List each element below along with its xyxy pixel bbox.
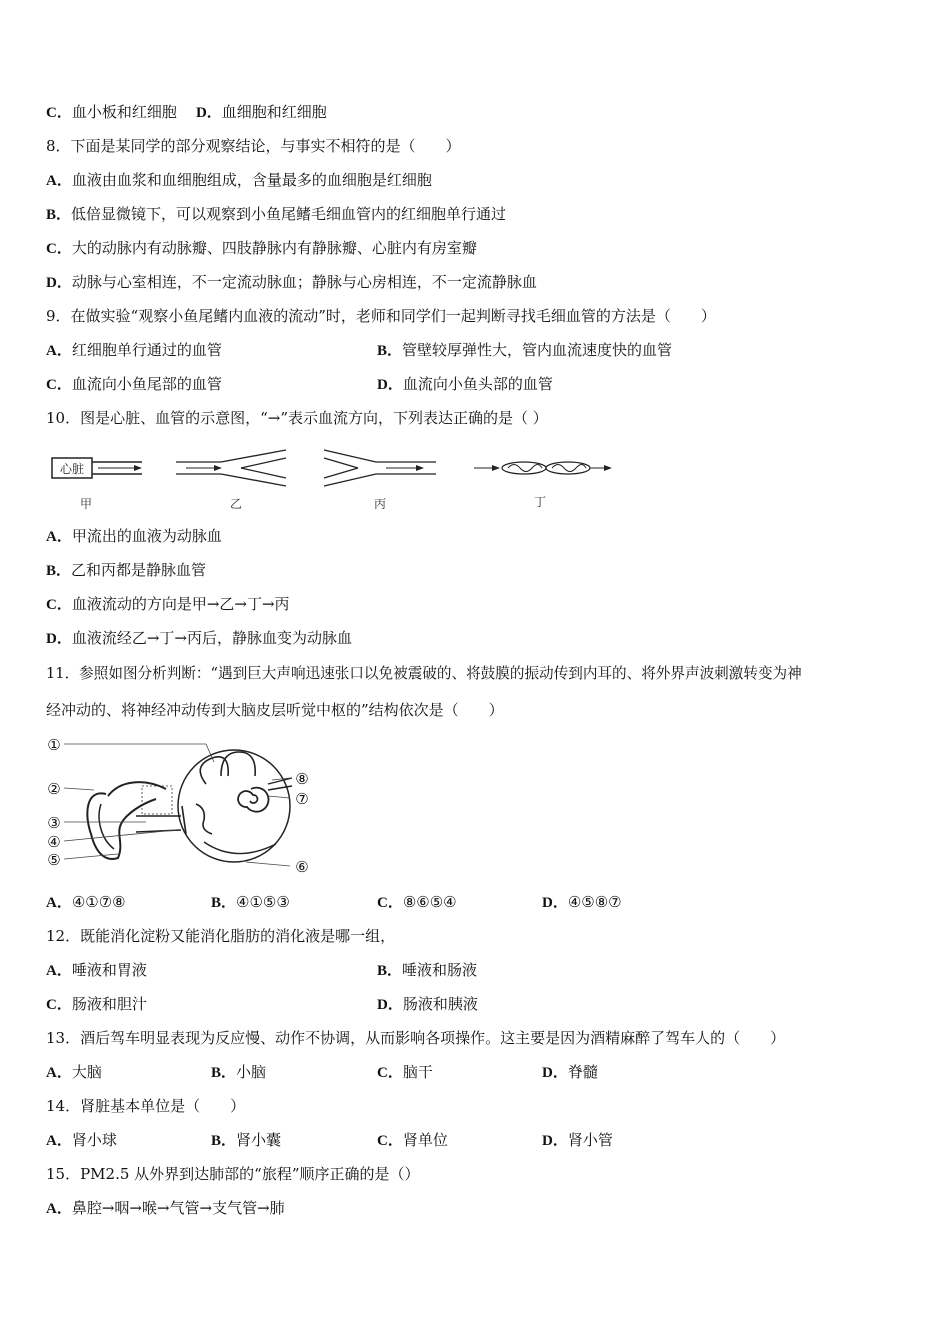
q12-option-b: B．唾液和肠液 [377,961,478,979]
q13-option-a: A．大脑 [46,1063,102,1081]
q8-option-c: C．大的动脉内有动脉瓣、四肢静脉内有静脉瓣、心脏内有房室瓣 [46,239,477,257]
arrow-icon [492,465,500,471]
q9-option-a: A．红细胞单行通过的血管 [46,341,222,359]
ear-label-6: ⑥ [295,858,309,876]
q11-option-b: B．④①⑤③ [211,893,290,911]
ear-label-2: ② [47,780,61,798]
fig-label-ding: 丁 [533,495,547,509]
q13-option-c: C．脑干 [377,1063,433,1081]
q14-option-c: C．肾单位 [377,1131,448,1149]
arrow-icon [416,465,424,471]
q13-stem: 13．酒后驾车明显表现为反应慢、动作不协调，从而影响各项操作。这主要是因为酒精麻醉了驾车人的（ ） [46,1029,786,1047]
q8-option-b: B．低倍显微镜下，可以观察到小鱼尾鳍毛细血管内的红细胞单行通过 [46,205,507,223]
q10-option-d: D．血液流经乙→丁→丙后，静脉血变为动脉血 [46,629,352,647]
ear-label-1: ① [47,736,61,754]
q10-heart-vessel-figure [46,446,626,514]
ear-label-4: ④ [47,833,61,851]
q9-option-c: C．血流向小鱼尾部的血管 [46,375,222,393]
q15-option-a: A．鼻腔→咽→喉→气管→支气管→肺 [46,1199,285,1217]
q10-option-c: C．血液流动的方向是甲→乙→丁→丙 [46,595,290,613]
q11-stem-line2: 经冲动的、将神经冲动传到大脑皮层听觉中枢的”结构依次是（ ） [46,701,504,719]
heart-label: 心脏 [59,462,85,476]
ear-label-7: ⑦ [295,790,309,808]
q11-stem-line1: 11．参照如图分析判断：“遇到巨大声响迅速张口以免被震破的、将鼓膜的振动传到内耳的、将外界声波刺激转变为神 [46,665,802,682]
q9-option-b: B．管壁较厚弹性大，管内血流速度快的血管 [377,341,673,359]
q7-option-d: 血细胞和红细胞 [221,103,327,121]
q13-option-d: D．脊髓 [542,1063,598,1081]
q14-option-d: D．肾小管 [542,1131,613,1149]
q11-ear-figure [46,734,326,880]
q12-option-c: C．肠液和胆汁 [46,995,147,1013]
q9-option-d: D．血流向小鱼头部的血管 [377,375,553,393]
q14-stem: 14．肾脏基本单位是（ ） [46,1097,246,1115]
arrow-icon [134,465,142,471]
q10-option-b: B．乙和丙都是静脉血管 [46,561,207,579]
q14-option-a: A．肾小球 [46,1131,117,1149]
q10-option-a: A．甲流出的血液为动脉血 [46,527,222,545]
q15-stem: 15．PM2.5 从外界到达肺部的“旅程”顺序正确的是（） [46,1165,420,1183]
q12-option-a: A．唾液和胃液 [46,961,147,979]
q12-option-d: D．肠液和胰液 [377,995,478,1013]
q10-stem: 10．图是心脏、血管的示意图，“→”表示血流方向，下列表达正确的是（ ） [46,409,548,427]
q13-option-b: B．小脑 [211,1063,267,1081]
q11-option-a: A．④①⑦⑧ [46,893,126,911]
fig-label-yi: 乙 [229,497,243,511]
q11-option-d: D．④⑤⑧⑦ [542,893,622,911]
fig-label-jia: 甲 [79,497,93,511]
ear-label-5: ⑤ [47,851,61,869]
q8-option-a: A．血液由血浆和血细胞组成，含量最多的血细胞是红细胞 [46,171,432,189]
q7-options: C．血小板和红细胞 D．血细胞和红细胞 [46,103,327,121]
q9-stem: 9．在做实验“观察小鱼尾鳍内血液的流动”时，老师和同学们一起判断寻找毛细血管的方法是（ ） [46,307,716,325]
q14-option-b: B．肾小囊 [211,1131,282,1149]
ear-label-3: ③ [47,814,61,832]
arrow-icon [214,465,222,471]
q11-option-c: C．⑧⑥⑤④ [377,893,457,911]
arrow-icon [604,465,612,471]
ear-label-8: ⑧ [295,770,309,788]
fig-label-bing: 丙 [373,497,387,511]
q7-option-c: 血小板和红细胞 [71,103,177,121]
q8-stem: 8．下面是某同学的部分观察结论，与事实不相符的是（ ） [46,137,461,155]
q8-option-d: D．动脉与心室相连，不一定流动脉血；静脉与心房相连，不一定流静脉血 [46,273,537,291]
q12-stem: 12．既能消化淀粉又能消化脂肪的消化液是哪一组， [46,927,396,945]
